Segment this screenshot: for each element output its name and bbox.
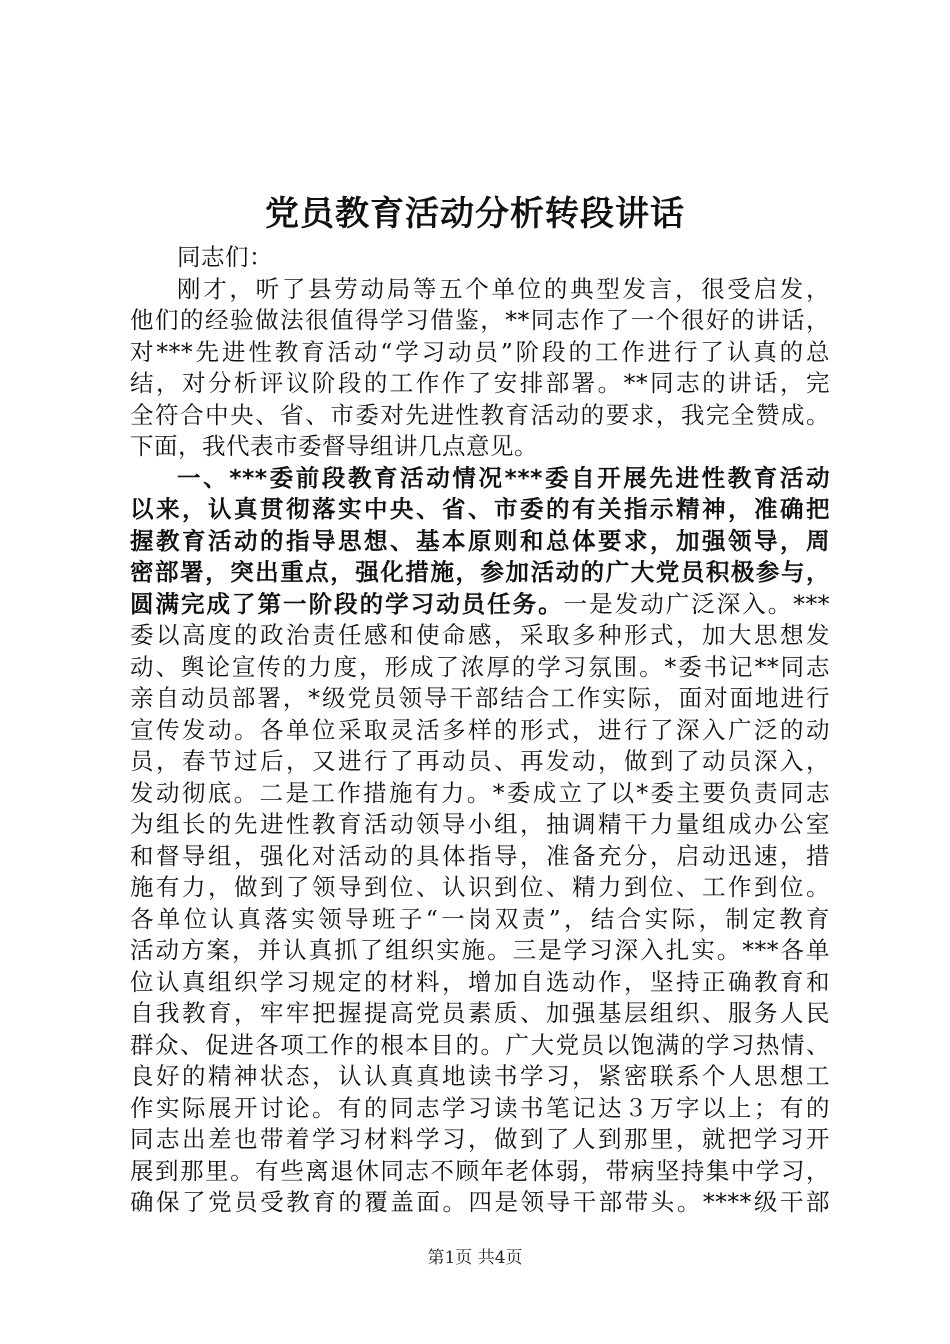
text-line: 对***先进性教育活动“学习动员”阶段的工作进行了认真的总 [130, 337, 830, 366]
text-line: 同志们： [177, 243, 273, 271]
text-line: 展到那里。有些离退休同志不顾年老体弱，带病坚持集中学习， [130, 1156, 830, 1185]
text-line: 动、舆论宣传的力度，形成了浓厚的学习氛围。*委书记**同志 [130, 652, 830, 681]
section-heading-line: 一、***委前段教育活动情况***委自开展先进性教育活动 [177, 463, 830, 492]
bold-text-line: 握教育活动的指导思想、基本原则和总体要求，加强领导，周 [130, 526, 830, 555]
page-number-footer: 第1页 共4页 [427, 1248, 523, 1268]
bold-text-line: 以来，认真贯彻落实中央、省、市委的有关指示精神，准确把 [130, 495, 830, 523]
bold-text-line: 密部署，突出重点，强化措施，参加活动的广大党员积极参与， [130, 558, 830, 586]
text-line: 作实际展开讨论。有的同志学习读书笔记达３万字以上；有的 [130, 1093, 830, 1122]
text-line: 自我教育，牢牢把握提高党员素质、加强基层组织、服务人民 [130, 999, 830, 1027]
text-line: 活动方案，并认真抓了组织实施。三是学习深入扎实。***各单 [130, 936, 830, 964]
text-line: 结，对分析评议阶段的工作作了安排部署。**同志的讲话，完 [130, 369, 830, 397]
mixed-text-line [130, 589, 830, 621]
text-line: 良好的精神状态，认认真真地读书学习，紧密联系个人思想工 [130, 1062, 830, 1090]
text-line: 他们的经验做法很值得学习借鉴，**同志作了一个很好的讲话， [130, 306, 830, 334]
bold-text-span: 圆满完成了第一阶段的学习动员任务。 [130, 589, 564, 618]
text-line: 同志出差也带着学习材料学习，做到了人到那里，就把学习开 [130, 1125, 830, 1153]
text-line: 亲自动员部署，*级党员领导干部结合工作实际，面对面地进行 [130, 684, 830, 712]
text-line: 刚才，听了县劳动局等五个单位的典型发言，很受启发， [177, 274, 830, 303]
text-line: 发动彻底。二是工作措施有力。*委成立了以*委主要负责同志 [130, 778, 830, 807]
text-line: 各单位认真落实领导班子“一岗双责”，结合实际，制定教育 [130, 904, 830, 933]
text-line: 和督导组，强化对活动的具体指导，准备充分，启动迅速，措 [130, 841, 830, 870]
text-span: 一是发动广泛深入。*** [563, 589, 831, 618]
document-title: 党员教育活动分析转段讲话 [265, 194, 685, 234]
text-line: 为组长的先进性教育活动领导小组，抽调精干力量组成办公室 [130, 810, 830, 838]
text-line: 员，春节过后，又进行了再动员、再发动，做到了动员深入， [130, 747, 830, 775]
text-line: 确保了党员受教育的覆盖面。四是领导干部带头。****级干部 [130, 1188, 830, 1216]
text-line: 下面，我代表市委督导组讲几点意见。 [130, 432, 538, 460]
text-line: 位认真组织学习规定的材料，增加自选动作，坚持正确教育和 [130, 967, 830, 996]
document-body [130, 242, 830, 1219]
text-line: 群众、促进各项工作的根本目的。广大党员以饱满的学习热情、 [130, 1030, 830, 1059]
text-line: 全符合中央、省、市委对先进性教育活动的要求，我完全赞成。 [130, 400, 830, 429]
text-line: 宣传发动。各单位采取灵活多样的形式，进行了深入广泛的动 [130, 715, 830, 744]
text-line: 施有力，做到了领导到位、认识到位、精力到位、工作到位。 [130, 873, 830, 901]
text-line: 委以高度的政治责任感和使命感，采取多种形式，加大思想发 [130, 621, 830, 649]
